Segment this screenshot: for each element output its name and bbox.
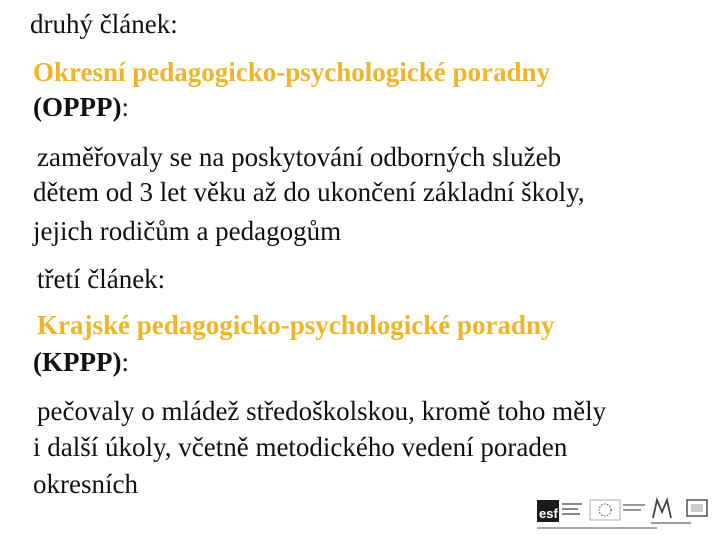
body-line: i další úkoly, včetně metodického vedení poraden [33,432,568,462]
section-heading-third: třetí článek: [37,264,166,294]
msmt-logo [651,500,691,524]
esf-logo [537,500,582,522]
abbreviation-kppp-colon: : [121,347,129,377]
abbreviation-kppp-bold: (KPPP) [33,347,122,377]
body-line: dětem od 3 let věku až do ukončení základní školy, [33,177,585,207]
abbreviation-oppp [33,91,129,123]
section-heading-second: druhý článek: [30,9,178,39]
abbreviation-oppp-colon: : [121,92,129,122]
body-line: pečovaly o mládež středoškolskou, kromě toho měly [37,396,607,426]
body-line: zaměřovaly se na poskytování odborných služeb [37,142,562,172]
body-line: jejich rodičům a pedagogům [33,216,342,246]
footer-logos [535,494,715,534]
abbreviation-kppp [33,346,129,378]
body-line: okresních [33,469,138,499]
eu-flag-logo [590,500,645,520]
abbreviation-oppp-bold: (OPPP) [33,92,122,122]
highlight-title-oppp: Okresní pedagogicko-psychologické poradny [33,57,551,87]
op-vk-logo [687,500,707,516]
highlight-title-kppp: Krajské pedagogicko-psychologické poradny [37,310,555,340]
svg-text:esf: esf [539,506,558,521]
